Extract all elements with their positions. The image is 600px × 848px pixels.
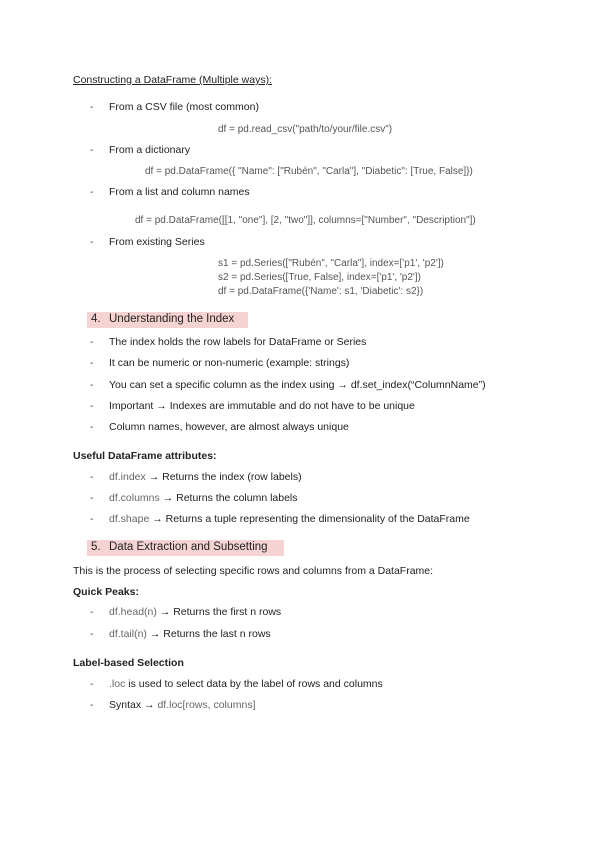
inline-code: .loc [109,678,126,690]
subsection-title-label-selection: Label-based Selection [73,657,184,669]
list-dash: - [90,400,94,412]
list-item [109,379,486,391]
list-item: The index holds the row labels for DataFrame or Series [109,336,367,348]
list-item-text: Syntax → [109,699,155,711]
list-dash: - [90,628,94,640]
list-item [109,699,256,711]
section-title-extraction: Data Extraction and Subsetting [109,541,268,553]
inline-code: df.set_index(“ColumnName”) [350,379,486,391]
list-item-text: → Returns a tuple representing the dimensionality of the DataFrame [152,513,470,525]
list-dash: - [90,101,94,113]
list-item: Important → Indexes are immutable and do not have to be unique [109,400,415,412]
list-item-text: → Returns the last n rows [149,628,271,640]
list-dash: - [90,678,94,690]
list-dash: - [90,471,94,483]
list-item [109,606,281,618]
section-number-extraction: 5. [91,541,101,553]
list-item [109,628,271,640]
list-item-text: You can set a specific column as the index using → [109,379,348,391]
section-title-index: Understanding the Index [109,313,235,325]
list-item: From a list and column names [109,186,250,198]
list-dash: - [90,357,94,369]
list-dash: - [90,606,94,618]
list-item: From existing Series [109,236,205,248]
inline-code: df.shape [109,513,150,525]
list-item: From a dictionary [109,144,191,156]
code-line: s1 = pd.Series(["Rubén", "Carla"], index=['p1', 'p2']) [218,258,444,269]
list-item-text: → Returns the index (row labels) [148,471,302,483]
code-line: df = pd.DataFrame([[1, "one"], [2, "two"]], columns=["Number", "Description"]) [135,215,476,226]
subsection-title-attributes: Useful DataFrame attributes: [73,450,217,462]
list-item-text: is used to select data by the label of rows and columns [128,678,383,690]
inline-code: df.index [109,471,146,483]
subsection-title-quick-peaks: Quick Peaks: [73,586,139,598]
list-dash: - [90,186,94,198]
list-item-text: → Returns the first n rows [159,606,282,618]
inline-code: df.loc[rows, columns] [157,699,256,711]
inline-code: df.tail(n) [109,628,147,640]
code-line: df = pd.read_csv("path/to/your/file.csv") [218,124,393,135]
code-line: df = pd.DataFrame({'Name': s1, 'Diabetic': s2}) [218,286,424,297]
list-dash: - [90,144,94,156]
list-item: It can be numeric or non-numeric (example: strings) [109,357,350,369]
list-dash: - [90,421,94,433]
list-dash: - [90,513,94,525]
list-item-text: → Returns the column labels [162,492,298,504]
list-dash: - [90,492,94,504]
inline-code: df.head(n) [109,606,157,618]
inline-code: df.columns [109,492,160,504]
list-item: Column names, however, are almost always unique [109,421,349,433]
section-number-index: 4. [91,313,101,325]
list-item [109,492,298,504]
list-item [109,471,302,483]
list-dash: - [90,699,94,711]
list-item [109,513,470,525]
list-dash: - [90,236,94,248]
code-line: df = pd.DataFrame({ "Name": ["Rubén", "Carla"], "Diabetic": [True, False]}) [145,166,473,177]
list-item [109,678,383,690]
code-line: s2 = pd.Series([True, False], index=['p1', 'p2']) [218,272,421,283]
list-dash: - [90,336,94,348]
section-title-constructing: Constructing a DataFrame (Multiple ways): [73,74,272,86]
list-item: From a CSV file (most common) [109,101,259,113]
list-dash: - [90,379,94,391]
section-intro: This is the process of selecting specific rows and columns from a DataFrame: [73,565,434,577]
